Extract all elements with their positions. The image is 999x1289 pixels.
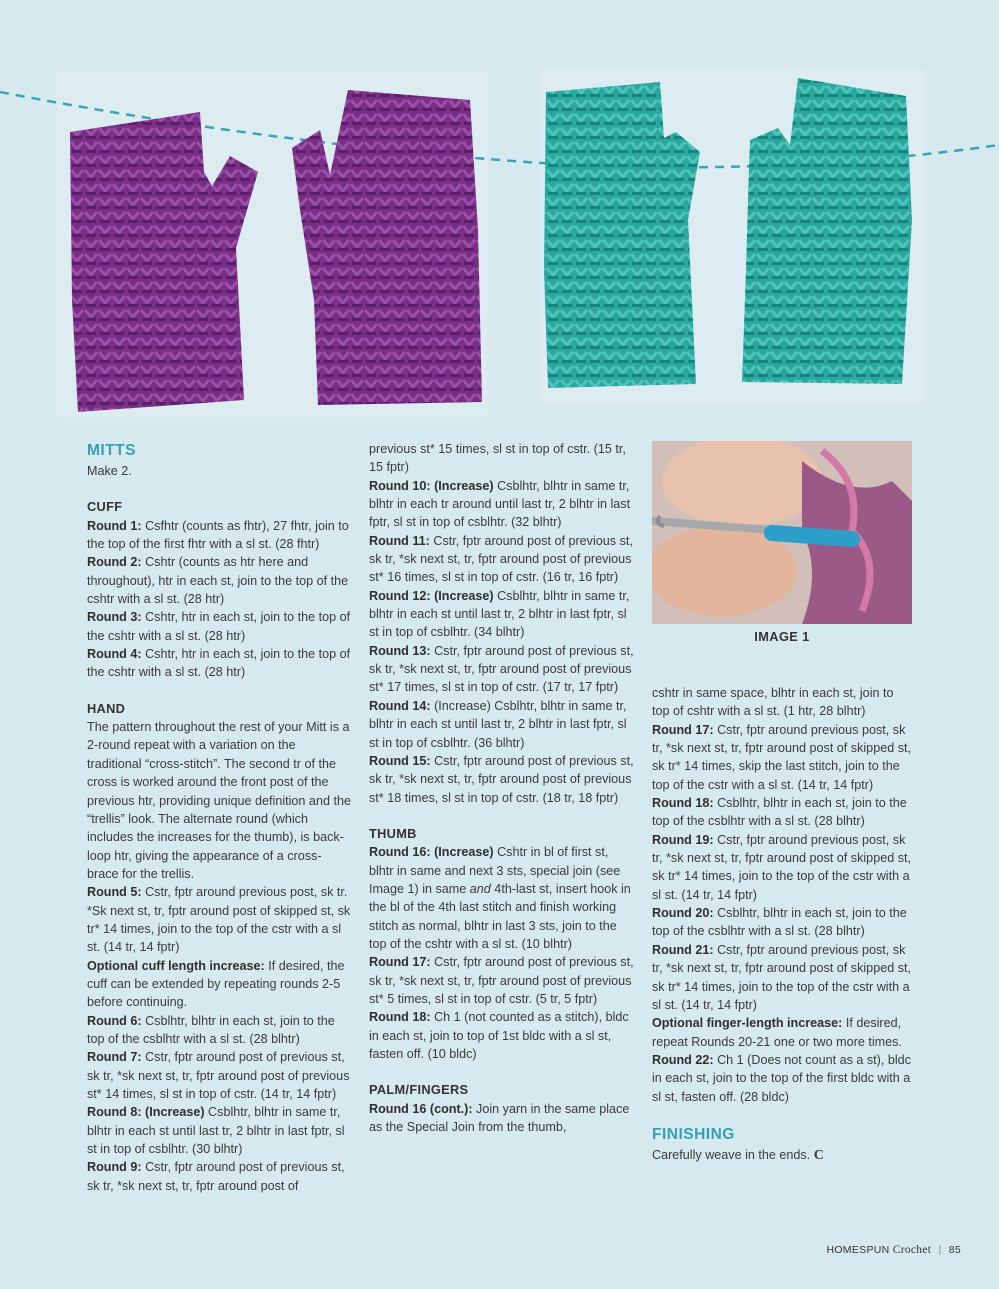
column-3 xyxy=(652,684,912,1165)
round-9-continued: previous st* 15 times, sl st in top of cstr. (15 tr, 15 fptr) xyxy=(369,442,626,475)
page-number: 85 xyxy=(948,1244,961,1256)
round-12: Round 12: (Increase) Csblhtr, blhtr in same tr, blhtr in each st until last tr, 2 blhtr in last fptr, sl st in top of csblhtr. (34 blhtr) xyxy=(369,588,630,640)
round-14: Round 14: (Increase) Csblhtr, blhtr in same tr, blhtr in each st until last tr, 2 blhtr in last fptr, sl st in top of csblhtr. (36 blhtr) xyxy=(369,698,627,750)
round-13: Round 13: Cstr, fptr around post of previous st, sk tr, *sk next st, tr, fptr around post of previous st* 17 times, sl st in top of cstr. (17 tr, 17 fptr) xyxy=(369,643,634,695)
hand-intro: The pattern throughout the rest of your Mitt is a 2-round repeat with a variation on the traditional “cross-stitch”. The second tr of the cross is worked around the front post of the previous htr, providing unique definition and the “trellis” look. The alternate round (which includes the increases for the thumb), is back-loop htr, giving the appearance of a cross-brace for the trellis. xyxy=(87,720,351,881)
image-1-caption: IMAGE 1 xyxy=(754,629,810,644)
round-11: Round 11: Cstr, fptr around post of previous st, sk tr, *sk next st, tr, fptr around post of previous st* 16 times, sl st in top of cstr. (16 tr, 16 fptr) xyxy=(369,533,633,585)
palm-round-22: Round 22: Ch 1 (Does not count as a st), bldc in each st, join to the top of the first bldc with a sl st, fasten off. (28 bldc) xyxy=(652,1052,911,1104)
round-3: Round 3: Cshtr, htr in each st, join to the top of the cshtr with a sl st. (28 htr) xyxy=(87,610,351,643)
round-9: Round 9: Cstr, fptr around post of previous st, sk tr, *sk next st, tr, fptr around post of xyxy=(87,1160,345,1193)
round-2: Round 2: Cshtr (counts as htr here and throughout), htr in each st, join to the top of the cshtr with a sl st. (28 htr) xyxy=(87,555,349,607)
round-5: Round 5: Cstr, fptr around previous post, sk tr. *Sk next st, tr, fptr around post of skipped st, sk tr* 14 times, join to the top of the cstr with a sl st. (14 tr, 14 fptr) xyxy=(87,885,351,955)
palm-round-19: Round 19: Cstr, fptr around previous post, sk tr, *sk next st, tr, fptr around post of skipped st, sk tr* 14 times, join to the top of the cstr with a sl st. (14 tr, 14 fptr) xyxy=(652,832,911,902)
round-8: Round 8: (Increase) Csblhtr, blhtr in same tr, blhtr in each st until last tr, 2 blhtr in last fptr, sl st in top of csblhtr. (30 blhtr) xyxy=(87,1105,345,1157)
finishing-heading: FINISHING xyxy=(652,1125,735,1143)
column-2 xyxy=(369,440,634,1136)
footer-separator: | xyxy=(938,1244,942,1256)
column-1 xyxy=(87,440,352,1195)
palm-round-18: Round 18: Csblhtr, blhtr in each st, join to the top of the csblhtr with a sl st. (28 blhtr) xyxy=(652,796,907,829)
magazine-section: Crochet xyxy=(892,1244,932,1256)
image-1-special-join-photo xyxy=(652,441,912,624)
hero-photo-mitts xyxy=(0,0,999,430)
optional-finger-increase: Optional finger-length increase: If desired, repeat Rounds 20-21 one or two more times. xyxy=(652,1016,902,1049)
cuff-heading: CUFF xyxy=(87,499,123,515)
thumb-round-16: Round 16: (Increase) Cshtr in bl of first st, blhtr in same and next 3 sts, special join (see Image 1) in same and 4th-last st, insert hook in the bl of the 4th last stitch and finish working stitch as normal, blhtr in last 3 sts, join to the top of the cshtr with a sl st. (10 blhtr) xyxy=(369,845,631,951)
round-7: Round 7: Cstr, fptr around post of previous st, sk tr, *sk next st, tr, fptr around post of previous st* 14 times, sl st in top of cstr. (14 tr, 14 fptr) xyxy=(87,1050,350,1101)
round-10: Round 10: (Increase) Csblhtr, blhtr in same tr, blhtr in each tr around until last tr, 2 blhtr in last fptr, sl st in top of csblhtr. (32 blhtr) xyxy=(369,478,631,530)
page-footer xyxy=(826,1244,961,1256)
thumb-round-18: Round 18: Ch 1 (not counted as a stitch), bldc in each st, join to top of 1st bldc with a sl st, fasten off. (10 bldc) xyxy=(369,1010,629,1061)
magazine-name: HOMESPUN xyxy=(826,1244,890,1256)
round-6: Round 6: Csblhtr, blhtr in each st, join to the top of the csblhtr with a sl st. (28 blhtr) xyxy=(87,1013,335,1046)
make-count: Make 2. xyxy=(87,464,132,478)
finishing-text: Carefully weave in the ends. C xyxy=(652,1147,824,1163)
mitts-heading: MITTS xyxy=(87,442,136,459)
hand-heading: HAND xyxy=(87,700,126,716)
end-mark-icon: C xyxy=(813,1147,824,1163)
palm-round-20: Round 20: Csblhtr, blhtr in each st, join to the top of the csblhtr with a sl st. (28 blhtr) xyxy=(652,906,907,939)
round-4: Round 4: Cshtr, htr in each st, join to the top of the cshtr with a sl st. (28 htr) xyxy=(87,647,351,680)
palm-round-16-continued: cshtr in same space, blhtr in each st, join to top of cshtr with a sl st. (1 htr, 28 blhtr) xyxy=(652,686,894,719)
thumb-round-17: Round 17: Cstr, fptr around post of previous st, sk tr, *sk next st, tr, fptr around post of previous st* 5 times, sl st in top of cstr. (5 tr, 5 fptr) xyxy=(369,955,634,1006)
palm-round-16: Round 16 (cont.): Join yarn in the same place as the Special Join from the thumb, xyxy=(369,1101,630,1135)
round-15: Round 15: Cstr, fptr around post of previous st, sk tr, *sk next st, tr, fptr around post of previous st* 18 times, sl st in top of cstr. (18 tr, 18 fptr) xyxy=(369,753,634,805)
thumb-heading: THUMB xyxy=(369,825,417,841)
optional-cuff-increase: Optional cuff length increase: If desired, the cuff can be extended by repeating rounds 2-5 before continuing. xyxy=(87,958,345,1010)
palm-round-17: Round 17: Cstr, fptr around previous post, sk tr, *sk next st, tr, fptr around post of skipped st, sk tr* 14 times, skip the last stitch, join to the top of the cstr with a sl st. (14 tr, 14 fptr) xyxy=(652,722,911,792)
round-1: Round 1: Csfhtr (counts as fhtr), 27 fhtr, join to the top of the first fhtr with a sl st. (28 fhtr) xyxy=(87,518,349,552)
palm-round-21: Round 21: Cstr, fptr around previous post, sk tr, *sk next st, tr, fptr around post of skipped st, sk tr* 14 times, join to the top of the cstr with a sl st. (14 tr, 14 fptr) xyxy=(652,942,911,1012)
palm-fingers-heading: PALM/FINGERS xyxy=(369,1082,469,1098)
